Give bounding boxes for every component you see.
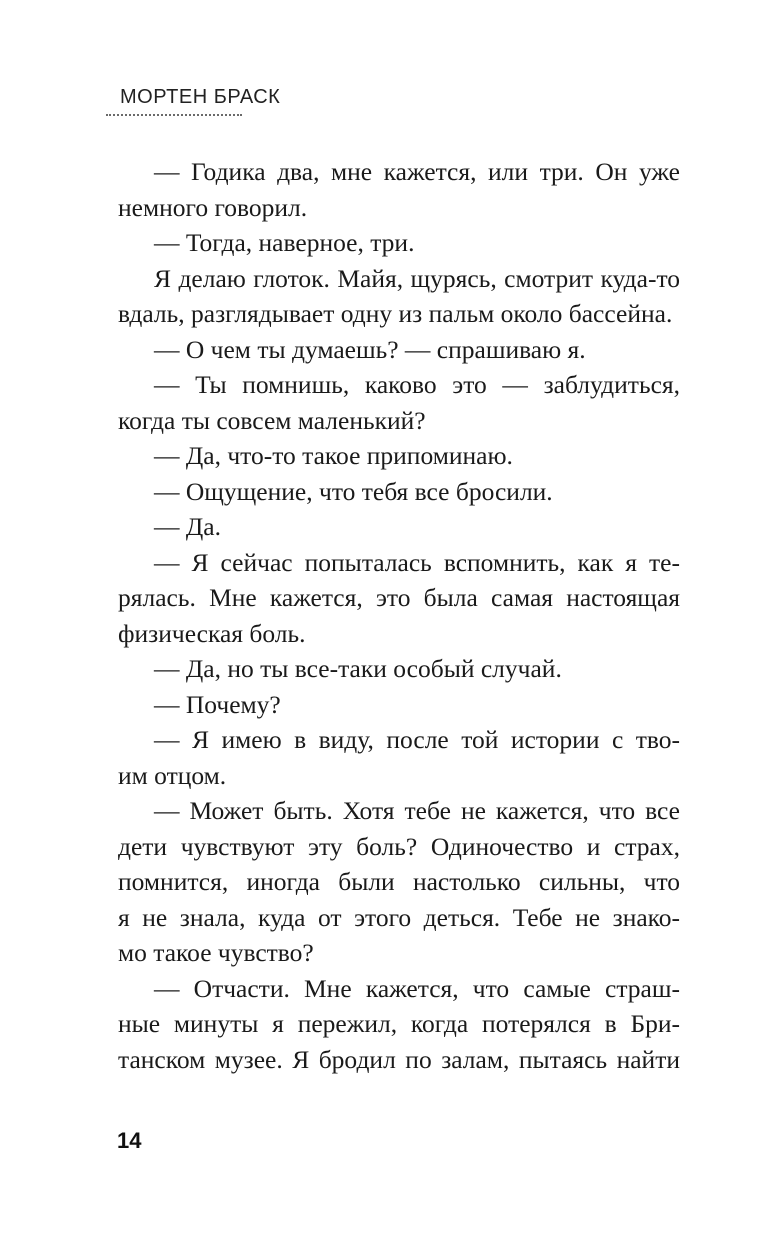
text-line: рялась. Мне кажется, это была самая настоящая: [118, 583, 680, 612]
text-line: — Годика два, мне кажется, или три. Он уже: [154, 157, 680, 186]
text-line: когда ты совсем маленький?: [118, 405, 426, 435]
text-line: — Ты помнишь, каково это — заблудиться,: [154, 370, 680, 399]
running-head-rule: [106, 114, 242, 116]
text-line: — Тогда, наверное, три.: [154, 228, 415, 257]
text-line: Я делаю глоток. Майя, щурясь, смотрит куда-то: [154, 263, 680, 293]
text-line: мо такое чувство?: [118, 938, 314, 967]
text-line: — Ощущение, что тебя все бросили.: [154, 476, 553, 506]
text-line: физическая боль.: [118, 618, 306, 648]
text-line: — Я сейчас попыталась вспомнить, как я те-: [154, 547, 680, 577]
page-number: 14: [117, 1128, 142, 1153]
text-line: я не знала, куда от этого деться. Тебе не знако-: [118, 902, 680, 932]
text-line: им отцом.: [118, 760, 227, 790]
text-line: дети чувствуют эту боль? Одиночество и страх,: [118, 831, 680, 861]
body-text: [118, 154, 680, 1077]
text-line: немного говорил.: [118, 192, 308, 222]
text-line: ные минуты я пережил, когда потерялся в Бри-: [118, 1009, 680, 1038]
text-line: вдаль, разглядывает одну из пальм около бассейна.: [118, 299, 673, 328]
text-line: — Отчасти. Мне кажется, что самые страш-: [154, 973, 680, 1003]
running-head-author: МОРТЕН БРАСК: [120, 86, 281, 108]
text-line: — Я имею в виду, после той истории с тво-: [154, 725, 680, 754]
text-line: — О чем ты думаешь? — спрашиваю я.: [154, 334, 586, 364]
text-line: — Может быть. Хотя тебе не кажется, что все: [154, 796, 680, 825]
text-line: танском музее. Я бродил по залам, пытаясь найти: [118, 1044, 680, 1074]
text-line: — Да.: [154, 512, 221, 541]
text-line: — Да, что-то такое припоминаю.: [154, 441, 513, 470]
text-line: помнится, иногда были настолько сильны, что: [118, 867, 680, 896]
text-line: — Да, но ты все-таки особый случай.: [154, 654, 562, 683]
text-line: — Почему?: [154, 689, 281, 719]
